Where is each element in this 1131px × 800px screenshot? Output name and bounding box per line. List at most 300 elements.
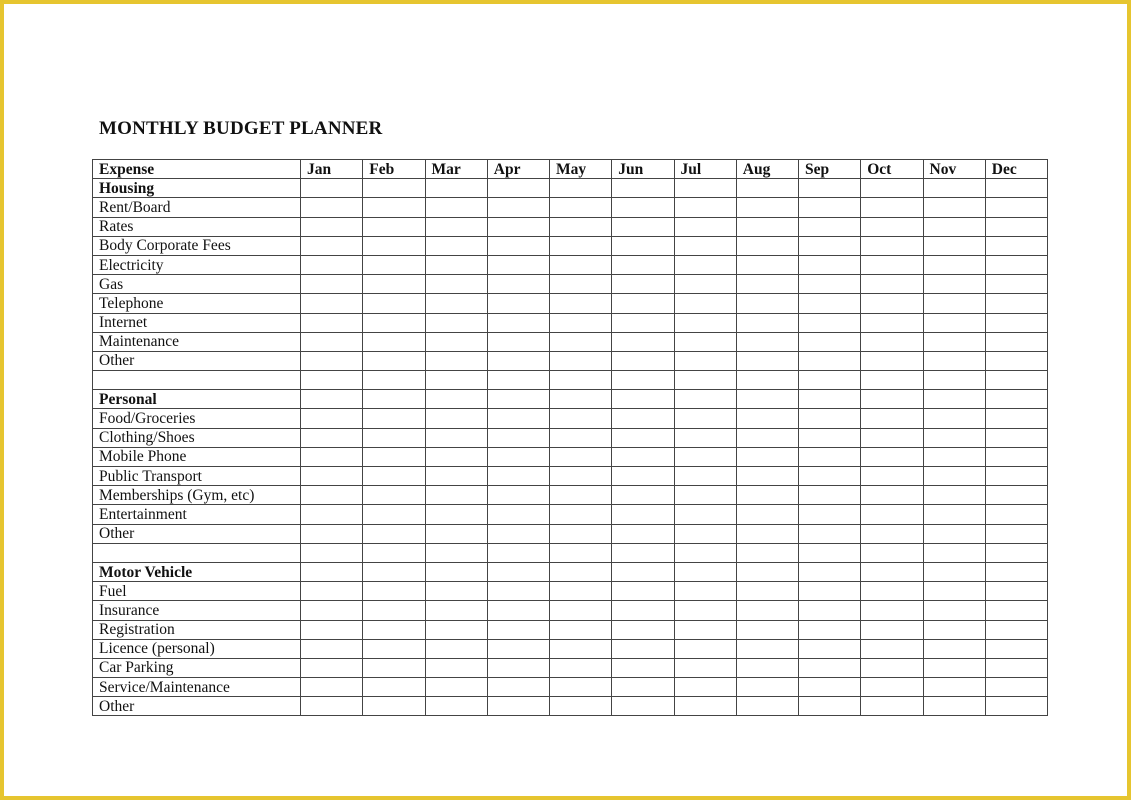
amount-cell-feb[interactable] (363, 371, 425, 390)
amount-cell-sep[interactable] (799, 255, 861, 274)
amount-cell-apr[interactable] (487, 543, 549, 562)
amount-cell-dec[interactable] (985, 275, 1047, 294)
amount-cell-mar[interactable] (425, 332, 487, 351)
amount-cell-mar[interactable] (425, 313, 487, 332)
amount-cell-may[interactable] (550, 582, 612, 601)
amount-cell-dec[interactable] (985, 351, 1047, 370)
amount-cell-feb[interactable] (363, 697, 425, 716)
amount-cell-jun[interactable] (612, 179, 674, 198)
amount-cell-may[interactable] (550, 562, 612, 581)
amount-cell-oct[interactable] (861, 371, 923, 390)
amount-cell-jul[interactable] (674, 658, 736, 677)
amount-cell-oct[interactable] (861, 524, 923, 543)
amount-cell-may[interactable] (550, 179, 612, 198)
amount-cell-sep[interactable] (799, 217, 861, 236)
amount-cell-sep[interactable] (799, 332, 861, 351)
amount-cell-sep[interactable] (799, 351, 861, 370)
amount-cell-sep[interactable] (799, 505, 861, 524)
amount-cell-apr[interactable] (487, 562, 549, 581)
amount-cell-feb[interactable] (363, 658, 425, 677)
amount-cell-nov[interactable] (923, 658, 985, 677)
amount-cell-feb[interactable] (363, 543, 425, 562)
amount-cell-jan[interactable] (301, 678, 363, 697)
amount-cell-jul[interactable] (674, 313, 736, 332)
amount-cell-mar[interactable] (425, 428, 487, 447)
amount-cell-dec[interactable] (985, 313, 1047, 332)
amount-cell-sep[interactable] (799, 582, 861, 601)
amount-cell-may[interactable] (550, 198, 612, 217)
amount-cell-jul[interactable] (674, 601, 736, 620)
amount-cell-feb[interactable] (363, 505, 425, 524)
amount-cell-dec[interactable] (985, 467, 1047, 486)
amount-cell-jan[interactable] (301, 198, 363, 217)
amount-cell-sep[interactable] (799, 198, 861, 217)
amount-cell-nov[interactable] (923, 678, 985, 697)
amount-cell-may[interactable] (550, 409, 612, 428)
amount-cell-mar[interactable] (425, 294, 487, 313)
amount-cell-feb[interactable] (363, 294, 425, 313)
amount-cell-jan[interactable] (301, 351, 363, 370)
amount-cell-nov[interactable] (923, 179, 985, 198)
amount-cell-aug[interactable] (736, 294, 798, 313)
amount-cell-oct[interactable] (861, 620, 923, 639)
amount-cell-may[interactable] (550, 275, 612, 294)
amount-cell-jul[interactable] (674, 390, 736, 409)
amount-cell-jun[interactable] (612, 236, 674, 255)
amount-cell-dec[interactable] (985, 582, 1047, 601)
amount-cell-aug[interactable] (736, 351, 798, 370)
amount-cell-aug[interactable] (736, 390, 798, 409)
amount-cell-oct[interactable] (861, 255, 923, 274)
amount-cell-sep[interactable] (799, 294, 861, 313)
amount-cell-jun[interactable] (612, 275, 674, 294)
amount-cell-jun[interactable] (612, 639, 674, 658)
amount-cell-dec[interactable] (985, 179, 1047, 198)
amount-cell-jun[interactable] (612, 620, 674, 639)
amount-cell-may[interactable] (550, 217, 612, 236)
amount-cell-jun[interactable] (612, 697, 674, 716)
amount-cell-jun[interactable] (612, 390, 674, 409)
amount-cell-may[interactable] (550, 390, 612, 409)
amount-cell-jul[interactable] (674, 524, 736, 543)
amount-cell-jun[interactable] (612, 294, 674, 313)
amount-cell-jan[interactable] (301, 562, 363, 581)
amount-cell-may[interactable] (550, 255, 612, 274)
amount-cell-dec[interactable] (985, 198, 1047, 217)
amount-cell-oct[interactable] (861, 447, 923, 466)
amount-cell-nov[interactable] (923, 620, 985, 639)
amount-cell-aug[interactable] (736, 255, 798, 274)
amount-cell-dec[interactable] (985, 255, 1047, 274)
amount-cell-apr[interactable] (487, 390, 549, 409)
amount-cell-mar[interactable] (425, 582, 487, 601)
amount-cell-nov[interactable] (923, 505, 985, 524)
amount-cell-dec[interactable] (985, 428, 1047, 447)
amount-cell-feb[interactable] (363, 486, 425, 505)
amount-cell-nov[interactable] (923, 390, 985, 409)
amount-cell-mar[interactable] (425, 543, 487, 562)
amount-cell-jul[interactable] (674, 543, 736, 562)
amount-cell-jul[interactable] (674, 332, 736, 351)
amount-cell-oct[interactable] (861, 639, 923, 658)
amount-cell-nov[interactable] (923, 371, 985, 390)
amount-cell-feb[interactable] (363, 601, 425, 620)
amount-cell-dec[interactable] (985, 678, 1047, 697)
amount-cell-oct[interactable] (861, 390, 923, 409)
amount-cell-apr[interactable] (487, 639, 549, 658)
amount-cell-oct[interactable] (861, 562, 923, 581)
amount-cell-may[interactable] (550, 236, 612, 255)
amount-cell-jun[interactable] (612, 313, 674, 332)
amount-cell-jan[interactable] (301, 275, 363, 294)
amount-cell-aug[interactable] (736, 275, 798, 294)
amount-cell-mar[interactable] (425, 351, 487, 370)
amount-cell-jun[interactable] (612, 524, 674, 543)
amount-cell-jan[interactable] (301, 236, 363, 255)
amount-cell-feb[interactable] (363, 524, 425, 543)
amount-cell-dec[interactable] (985, 447, 1047, 466)
amount-cell-apr[interactable] (487, 658, 549, 677)
amount-cell-apr[interactable] (487, 332, 549, 351)
amount-cell-apr[interactable] (487, 505, 549, 524)
amount-cell-sep[interactable] (799, 179, 861, 198)
amount-cell-apr[interactable] (487, 351, 549, 370)
amount-cell-may[interactable] (550, 505, 612, 524)
amount-cell-sep[interactable] (799, 601, 861, 620)
amount-cell-dec[interactable] (985, 390, 1047, 409)
amount-cell-oct[interactable] (861, 428, 923, 447)
amount-cell-sep[interactable] (799, 390, 861, 409)
amount-cell-mar[interactable] (425, 639, 487, 658)
amount-cell-jun[interactable] (612, 562, 674, 581)
amount-cell-jul[interactable] (674, 275, 736, 294)
amount-cell-feb[interactable] (363, 467, 425, 486)
amount-cell-jun[interactable] (612, 332, 674, 351)
amount-cell-feb[interactable] (363, 562, 425, 581)
amount-cell-feb[interactable] (363, 390, 425, 409)
amount-cell-nov[interactable] (923, 467, 985, 486)
amount-cell-jul[interactable] (674, 255, 736, 274)
amount-cell-sep[interactable] (799, 620, 861, 639)
amount-cell-nov[interactable] (923, 697, 985, 716)
amount-cell-dec[interactable] (985, 543, 1047, 562)
amount-cell-aug[interactable] (736, 332, 798, 351)
amount-cell-jun[interactable] (612, 447, 674, 466)
amount-cell-sep[interactable] (799, 543, 861, 562)
amount-cell-jun[interactable] (612, 678, 674, 697)
amount-cell-aug[interactable] (736, 236, 798, 255)
amount-cell-nov[interactable] (923, 639, 985, 658)
amount-cell-dec[interactable] (985, 639, 1047, 658)
amount-cell-aug[interactable] (736, 371, 798, 390)
amount-cell-jul[interactable] (674, 409, 736, 428)
amount-cell-may[interactable] (550, 601, 612, 620)
amount-cell-aug[interactable] (736, 179, 798, 198)
amount-cell-may[interactable] (550, 639, 612, 658)
amount-cell-oct[interactable] (861, 351, 923, 370)
amount-cell-mar[interactable] (425, 524, 487, 543)
amount-cell-oct[interactable] (861, 467, 923, 486)
amount-cell-jul[interactable] (674, 179, 736, 198)
amount-cell-mar[interactable] (425, 236, 487, 255)
amount-cell-jul[interactable] (674, 428, 736, 447)
amount-cell-nov[interactable] (923, 217, 985, 236)
amount-cell-nov[interactable] (923, 255, 985, 274)
amount-cell-jul[interactable] (674, 620, 736, 639)
amount-cell-aug[interactable] (736, 409, 798, 428)
amount-cell-jun[interactable] (612, 582, 674, 601)
amount-cell-aug[interactable] (736, 678, 798, 697)
amount-cell-feb[interactable] (363, 236, 425, 255)
amount-cell-dec[interactable] (985, 697, 1047, 716)
amount-cell-jul[interactable] (674, 639, 736, 658)
amount-cell-jan[interactable] (301, 294, 363, 313)
amount-cell-apr[interactable] (487, 678, 549, 697)
amount-cell-aug[interactable] (736, 524, 798, 543)
amount-cell-jan[interactable] (301, 524, 363, 543)
amount-cell-apr[interactable] (487, 582, 549, 601)
amount-cell-nov[interactable] (923, 275, 985, 294)
amount-cell-dec[interactable] (985, 505, 1047, 524)
amount-cell-aug[interactable] (736, 582, 798, 601)
amount-cell-jul[interactable] (674, 294, 736, 313)
amount-cell-jan[interactable] (301, 313, 363, 332)
amount-cell-sep[interactable] (799, 697, 861, 716)
amount-cell-oct[interactable] (861, 486, 923, 505)
amount-cell-oct[interactable] (861, 332, 923, 351)
amount-cell-mar[interactable] (425, 275, 487, 294)
amount-cell-mar[interactable] (425, 562, 487, 581)
amount-cell-dec[interactable] (985, 524, 1047, 543)
amount-cell-apr[interactable] (487, 294, 549, 313)
amount-cell-jul[interactable] (674, 447, 736, 466)
amount-cell-feb[interactable] (363, 179, 425, 198)
amount-cell-jun[interactable] (612, 601, 674, 620)
amount-cell-jun[interactable] (612, 486, 674, 505)
amount-cell-oct[interactable] (861, 313, 923, 332)
amount-cell-nov[interactable] (923, 332, 985, 351)
amount-cell-nov[interactable] (923, 198, 985, 217)
amount-cell-may[interactable] (550, 371, 612, 390)
amount-cell-nov[interactable] (923, 313, 985, 332)
amount-cell-apr[interactable] (487, 179, 549, 198)
amount-cell-nov[interactable] (923, 428, 985, 447)
amount-cell-sep[interactable] (799, 236, 861, 255)
amount-cell-feb[interactable] (363, 332, 425, 351)
amount-cell-aug[interactable] (736, 697, 798, 716)
amount-cell-aug[interactable] (736, 198, 798, 217)
amount-cell-jul[interactable] (674, 582, 736, 601)
amount-cell-jun[interactable] (612, 198, 674, 217)
amount-cell-sep[interactable] (799, 371, 861, 390)
amount-cell-jul[interactable] (674, 236, 736, 255)
amount-cell-nov[interactable] (923, 562, 985, 581)
amount-cell-oct[interactable] (861, 697, 923, 716)
amount-cell-aug[interactable] (736, 562, 798, 581)
amount-cell-jul[interactable] (674, 371, 736, 390)
amount-cell-aug[interactable] (736, 505, 798, 524)
amount-cell-apr[interactable] (487, 428, 549, 447)
amount-cell-dec[interactable] (985, 486, 1047, 505)
amount-cell-nov[interactable] (923, 486, 985, 505)
amount-cell-mar[interactable] (425, 198, 487, 217)
amount-cell-may[interactable] (550, 313, 612, 332)
amount-cell-jun[interactable] (612, 467, 674, 486)
amount-cell-feb[interactable] (363, 447, 425, 466)
amount-cell-sep[interactable] (799, 275, 861, 294)
amount-cell-jan[interactable] (301, 179, 363, 198)
amount-cell-dec[interactable] (985, 409, 1047, 428)
amount-cell-jun[interactable] (612, 543, 674, 562)
amount-cell-jan[interactable] (301, 332, 363, 351)
amount-cell-mar[interactable] (425, 255, 487, 274)
amount-cell-oct[interactable] (861, 294, 923, 313)
amount-cell-jun[interactable] (612, 255, 674, 274)
amount-cell-jul[interactable] (674, 217, 736, 236)
amount-cell-apr[interactable] (487, 275, 549, 294)
amount-cell-aug[interactable] (736, 658, 798, 677)
amount-cell-oct[interactable] (861, 658, 923, 677)
amount-cell-oct[interactable] (861, 217, 923, 236)
amount-cell-jun[interactable] (612, 351, 674, 370)
amount-cell-feb[interactable] (363, 275, 425, 294)
amount-cell-mar[interactable] (425, 678, 487, 697)
amount-cell-apr[interactable] (487, 697, 549, 716)
amount-cell-jul[interactable] (674, 562, 736, 581)
amount-cell-apr[interactable] (487, 371, 549, 390)
amount-cell-dec[interactable] (985, 236, 1047, 255)
amount-cell-feb[interactable] (363, 428, 425, 447)
amount-cell-apr[interactable] (487, 198, 549, 217)
amount-cell-aug[interactable] (736, 447, 798, 466)
amount-cell-aug[interactable] (736, 601, 798, 620)
amount-cell-aug[interactable] (736, 467, 798, 486)
amount-cell-apr[interactable] (487, 255, 549, 274)
amount-cell-sep[interactable] (799, 486, 861, 505)
amount-cell-apr[interactable] (487, 447, 549, 466)
amount-cell-jan[interactable] (301, 639, 363, 658)
amount-cell-mar[interactable] (425, 371, 487, 390)
amount-cell-mar[interactable] (425, 658, 487, 677)
amount-cell-jan[interactable] (301, 582, 363, 601)
amount-cell-nov[interactable] (923, 236, 985, 255)
amount-cell-dec[interactable] (985, 332, 1047, 351)
amount-cell-may[interactable] (550, 678, 612, 697)
amount-cell-oct[interactable] (861, 275, 923, 294)
amount-cell-may[interactable] (550, 658, 612, 677)
amount-cell-mar[interactable] (425, 217, 487, 236)
amount-cell-aug[interactable] (736, 313, 798, 332)
amount-cell-feb[interactable] (363, 582, 425, 601)
amount-cell-jan[interactable] (301, 217, 363, 236)
amount-cell-jan[interactable] (301, 428, 363, 447)
amount-cell-jul[interactable] (674, 198, 736, 217)
amount-cell-may[interactable] (550, 524, 612, 543)
amount-cell-jul[interactable] (674, 697, 736, 716)
amount-cell-jan[interactable] (301, 620, 363, 639)
amount-cell-sep[interactable] (799, 678, 861, 697)
amount-cell-sep[interactable] (799, 658, 861, 677)
amount-cell-jun[interactable] (612, 371, 674, 390)
amount-cell-feb[interactable] (363, 217, 425, 236)
amount-cell-nov[interactable] (923, 524, 985, 543)
amount-cell-dec[interactable] (985, 620, 1047, 639)
amount-cell-jan[interactable] (301, 447, 363, 466)
amount-cell-may[interactable] (550, 697, 612, 716)
amount-cell-nov[interactable] (923, 582, 985, 601)
amount-cell-apr[interactable] (487, 486, 549, 505)
amount-cell-may[interactable] (550, 332, 612, 351)
amount-cell-jun[interactable] (612, 217, 674, 236)
amount-cell-jul[interactable] (674, 351, 736, 370)
amount-cell-oct[interactable] (861, 582, 923, 601)
amount-cell-sep[interactable] (799, 313, 861, 332)
amount-cell-apr[interactable] (487, 236, 549, 255)
amount-cell-jan[interactable] (301, 697, 363, 716)
amount-cell-mar[interactable] (425, 620, 487, 639)
amount-cell-apr[interactable] (487, 217, 549, 236)
amount-cell-jun[interactable] (612, 428, 674, 447)
amount-cell-jan[interactable] (301, 371, 363, 390)
amount-cell-oct[interactable] (861, 236, 923, 255)
amount-cell-nov[interactable] (923, 409, 985, 428)
amount-cell-jul[interactable] (674, 505, 736, 524)
amount-cell-aug[interactable] (736, 543, 798, 562)
amount-cell-dec[interactable] (985, 371, 1047, 390)
amount-cell-may[interactable] (550, 620, 612, 639)
amount-cell-nov[interactable] (923, 447, 985, 466)
amount-cell-mar[interactable] (425, 601, 487, 620)
amount-cell-jan[interactable] (301, 543, 363, 562)
amount-cell-aug[interactable] (736, 428, 798, 447)
amount-cell-apr[interactable] (487, 620, 549, 639)
amount-cell-sep[interactable] (799, 524, 861, 543)
amount-cell-jul[interactable] (674, 678, 736, 697)
amount-cell-may[interactable] (550, 428, 612, 447)
amount-cell-aug[interactable] (736, 486, 798, 505)
amount-cell-mar[interactable] (425, 409, 487, 428)
amount-cell-mar[interactable] (425, 467, 487, 486)
amount-cell-jan[interactable] (301, 505, 363, 524)
amount-cell-dec[interactable] (985, 294, 1047, 313)
amount-cell-mar[interactable] (425, 505, 487, 524)
amount-cell-sep[interactable] (799, 409, 861, 428)
amount-cell-sep[interactable] (799, 467, 861, 486)
amount-cell-feb[interactable] (363, 678, 425, 697)
amount-cell-aug[interactable] (736, 217, 798, 236)
amount-cell-may[interactable] (550, 351, 612, 370)
amount-cell-feb[interactable] (363, 255, 425, 274)
amount-cell-jan[interactable] (301, 658, 363, 677)
amount-cell-jan[interactable] (301, 255, 363, 274)
amount-cell-jan[interactable] (301, 390, 363, 409)
amount-cell-dec[interactable] (985, 601, 1047, 620)
amount-cell-feb[interactable] (363, 313, 425, 332)
amount-cell-jun[interactable] (612, 658, 674, 677)
amount-cell-apr[interactable] (487, 313, 549, 332)
amount-cell-apr[interactable] (487, 467, 549, 486)
amount-cell-aug[interactable] (736, 639, 798, 658)
amount-cell-aug[interactable] (736, 620, 798, 639)
amount-cell-oct[interactable] (861, 409, 923, 428)
amount-cell-jan[interactable] (301, 601, 363, 620)
amount-cell-feb[interactable] (363, 351, 425, 370)
amount-cell-feb[interactable] (363, 198, 425, 217)
amount-cell-oct[interactable] (861, 179, 923, 198)
amount-cell-oct[interactable] (861, 198, 923, 217)
amount-cell-apr[interactable] (487, 601, 549, 620)
amount-cell-jan[interactable] (301, 486, 363, 505)
